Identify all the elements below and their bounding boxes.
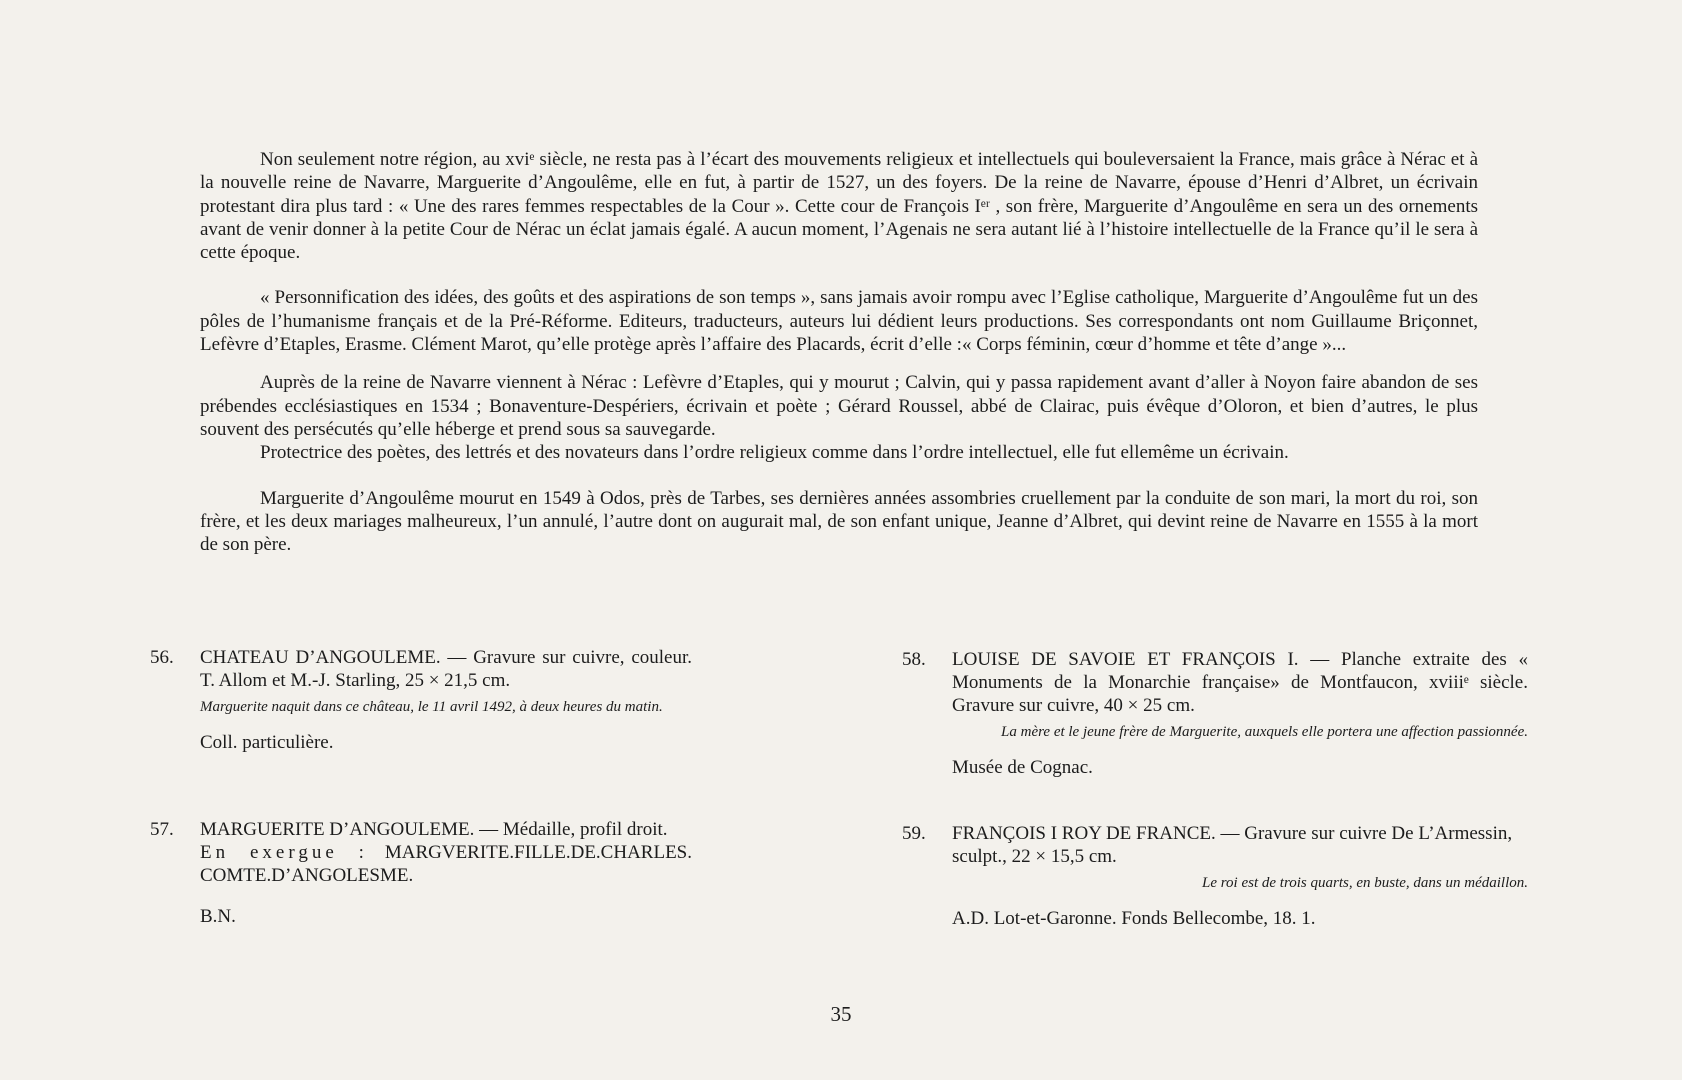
entry-location: Coll. particulière. [200, 732, 334, 753]
entry-location: B.N. [200, 906, 236, 927]
entry-number: 58. [902, 649, 926, 670]
paragraph-2: « Personnification des idées, des goûts et des aspirations de son temps », sans jamais avoir rompu avec l’Eglise catholique, Marguerite d’Angoulême fut un des pôles de l’humanisme français et de la Pré-Réforme. Editeurs, traducteurs, auteurs lui dédient leurs productions. Ses correspondants ont nom Guillaume Briçonnet, Lefèvre d’Etaples, Erasme. Clément Marot, qu’elle protège après l’affaire des Placards, écrit d’elle :« Corps féminin, cœur d’homme et tête d’ange »... [200, 287, 1478, 356]
entry-note: Marguerite naquit dans ce château, le 11 avril 1492, à deux heures du matin. [200, 699, 663, 715]
catalog-entry-58 [902, 648, 1528, 779]
exergue-label: En exergue : [200, 842, 368, 863]
exergue-text: MARGVERITE.FILLE.DE.CHARLES. COMTE.D’ANGOLESME. [200, 842, 692, 886]
catalog-entry-57 [150, 818, 692, 928]
entry-description: FRANÇOIS I ROY DE FRANCE. — Gravure sur cuivre De L’Armessin, sculpt., 22 × 15,5 cm. [952, 823, 1513, 867]
entry-location: Musée de Cognac. [952, 757, 1093, 778]
page-number: 35 [830, 1002, 852, 1026]
paragraph-5: Marguerite d’Angoulême mourut en 1549 à Odos, près de Tarbes, ses dernières années assombries cruellement par la conduite de son mari, la mort du roi, son frère, et les deux mariages malheureux, l’un annulé, l’autre dont on augurait mal, de son enfant unique, Jeanne d’Albret, qui devint reine de Navarre en 1555 à la mort de son père. [200, 487, 1478, 556]
entry-note: Le roi est de trois quarts, en buste, dans un médaillon. [1202, 875, 1528, 891]
entry-note: La mère et le jeune frère de Marguerite, auxquels elle portera une affection passionnée. [1001, 724, 1528, 740]
entry-description: LOUISE DE SAVOIE ET FRANÇOIS I. — Planche extraite des « Monuments de la Monarchie française» de Montfaucon, xviiiᵉ siècle. Gravure sur cuivre, 40 × 25 cm. [952, 649, 1528, 716]
entry-heading [902, 822, 1528, 868]
catalog-entry-56 [150, 646, 692, 754]
paragraph-4: Protectrice des poètes, des lettrés et des novateurs dans l’ordre religieux comme dans l’ordre intellectuel, elle fut ellemême un écrivain. [260, 442, 1289, 464]
entry-description-line1: MARGUERITE D’ANGOULEME. — Médaille, profil droit. [200, 819, 668, 840]
entry-description [200, 818, 692, 887]
entry-description: CHATEAU D’ANGOULEME. — Gravure sur cuivre, couleur. T. Allom et M.-J. Starling, 25 × 21,5 cm. [200, 647, 692, 691]
entry-heading [902, 648, 1528, 717]
entry-number: 56. [150, 647, 174, 668]
catalog-entry-59 [902, 822, 1528, 930]
entry-number: 59. [902, 823, 926, 844]
entry-location: A.D. Lot-et-Garonne. Fonds Bellecombe, 18. 1. [952, 908, 1316, 929]
paragraph-3: Auprès de la reine de Navarre viennent à Nérac : Lefèvre d’Etaples, qui y mourut ; Calvin, qui y passa rapidement avant d’aller à Noyon faire abandon de ses prébendes ecclésiastiques en 1534 ; Bonaventure-Despériers, écrivain et poète ; Gérard Roussel, abbé de Clairac, puis évêque d’Oloron, et bien d’autres, le plus souvent des persécutés qu’elle héberge et prend sous sa sauvegarde. [200, 372, 1478, 440]
entry-heading [150, 646, 692, 692]
paragraph-1: Non seulement notre région, au xviᵉ siècle, ne resta pas à l’écart des mouvements religieux et intellectuels qui bouleversaient la France, mais grâce à Nérac et à la nouvelle reine de Navarre, Marguerite d’Angoulême, elle en fut, à partir de 1527, un des foyers. De la reine de Navarre, épouse d’Henri d’Albret, un écrivain protestant dira plus tard : « Une des rares femmes respectables de la Cour ». Cette cour de François Iᵉʳ , son frère, Marguerite d’Angoulême en sera un des ornements avant de venir donner à la petite Cour de Nérac un éclat jamais égalé. A aucun moment, l’Agenais ne sera autant lié à l’histoire intellectuelle de la France qu’il le sera à cette époque. [200, 149, 1478, 264]
entry-number: 57. [150, 819, 174, 840]
entry-heading [150, 818, 692, 887]
essay-body [200, 148, 1478, 556]
